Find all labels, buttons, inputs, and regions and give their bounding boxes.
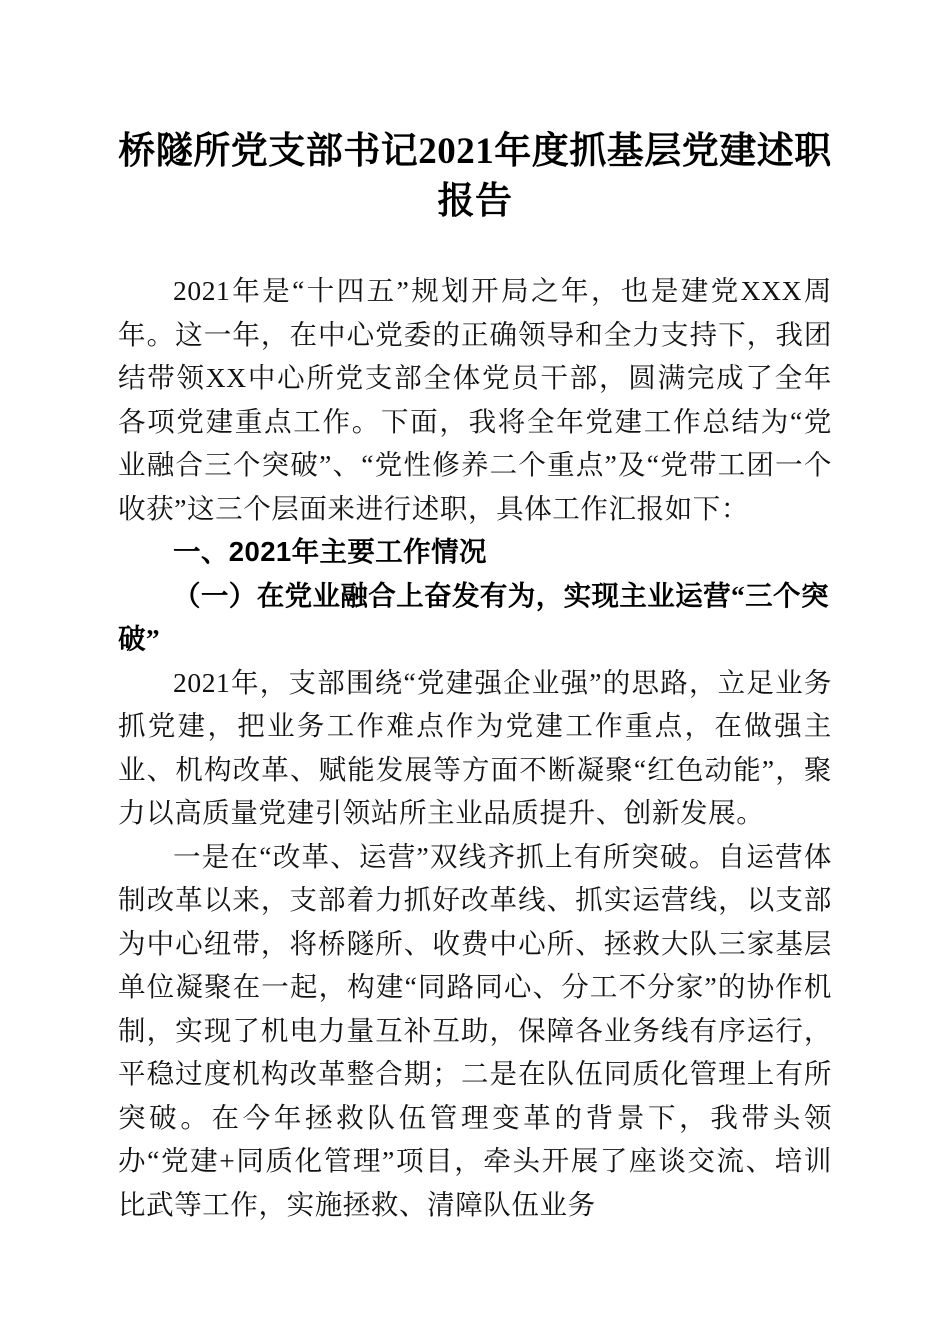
document-content-column	[118, 0, 832, 1226]
paragraph-intro: 2021年是“十四五”规划开局之年，也是建党XXX周年。这一年，在中心党委的正确领导和全力支持下，我团结带领XX中心所党支部全体党员干部，圆满完成了全年各项党建重点工作。下面，我将全年党建工作总结为“党业融合三个突破”、“党性修养二个重点”及“党带工团一个收获”这三个层面来进行述职，具体工作汇报如下：	[118, 275, 832, 524]
paragraph-body-1: 2021年，支部围绕“党建强企业强”的思路，立足业务抓党建，把业务工作难点作为党建工作重点，在做强主业、机构改革、赋能发展等方面不断凝聚“红色动能”，聚力以高质量党建引领站所主业品质提升、创新发展。	[118, 666, 832, 828]
heading-section-1: 一、2021年主要工作情况	[173, 536, 487, 567]
document-title	[118, 0, 832, 227]
paragraph-body-2: 一是在“改革、运营”双线齐抓上有所突破。自运营体制改革以来，支部着力抓好改革线、抓实运营线，以支部为中心纽带，将桥隧所、收费中心所、拯救大队三家基层单位凝聚在一起，构建“同路同心、分工不分家”的协作机制，实现了机电力量互补互助，保障各业务线有序运行，平稳过度机构改革整合期；二是在队伍同质化管理上有所突破。在今年拯救队伍管理变革的背景下，我带头领办“党建+同质化管理”项目，牵头开展了座谈交流、培训比武等工作，实施拯救、清障队伍业务	[118, 840, 832, 1220]
document-title-line-1: 桥隧所党支部书记2021年度抓基层党建述职	[118, 131, 832, 172]
document-title-line-2: 报告	[437, 181, 513, 222]
heading-subsection-1: （一）在党业融合上奋发有为，实现主业运营“三个突破”	[118, 579, 829, 654]
